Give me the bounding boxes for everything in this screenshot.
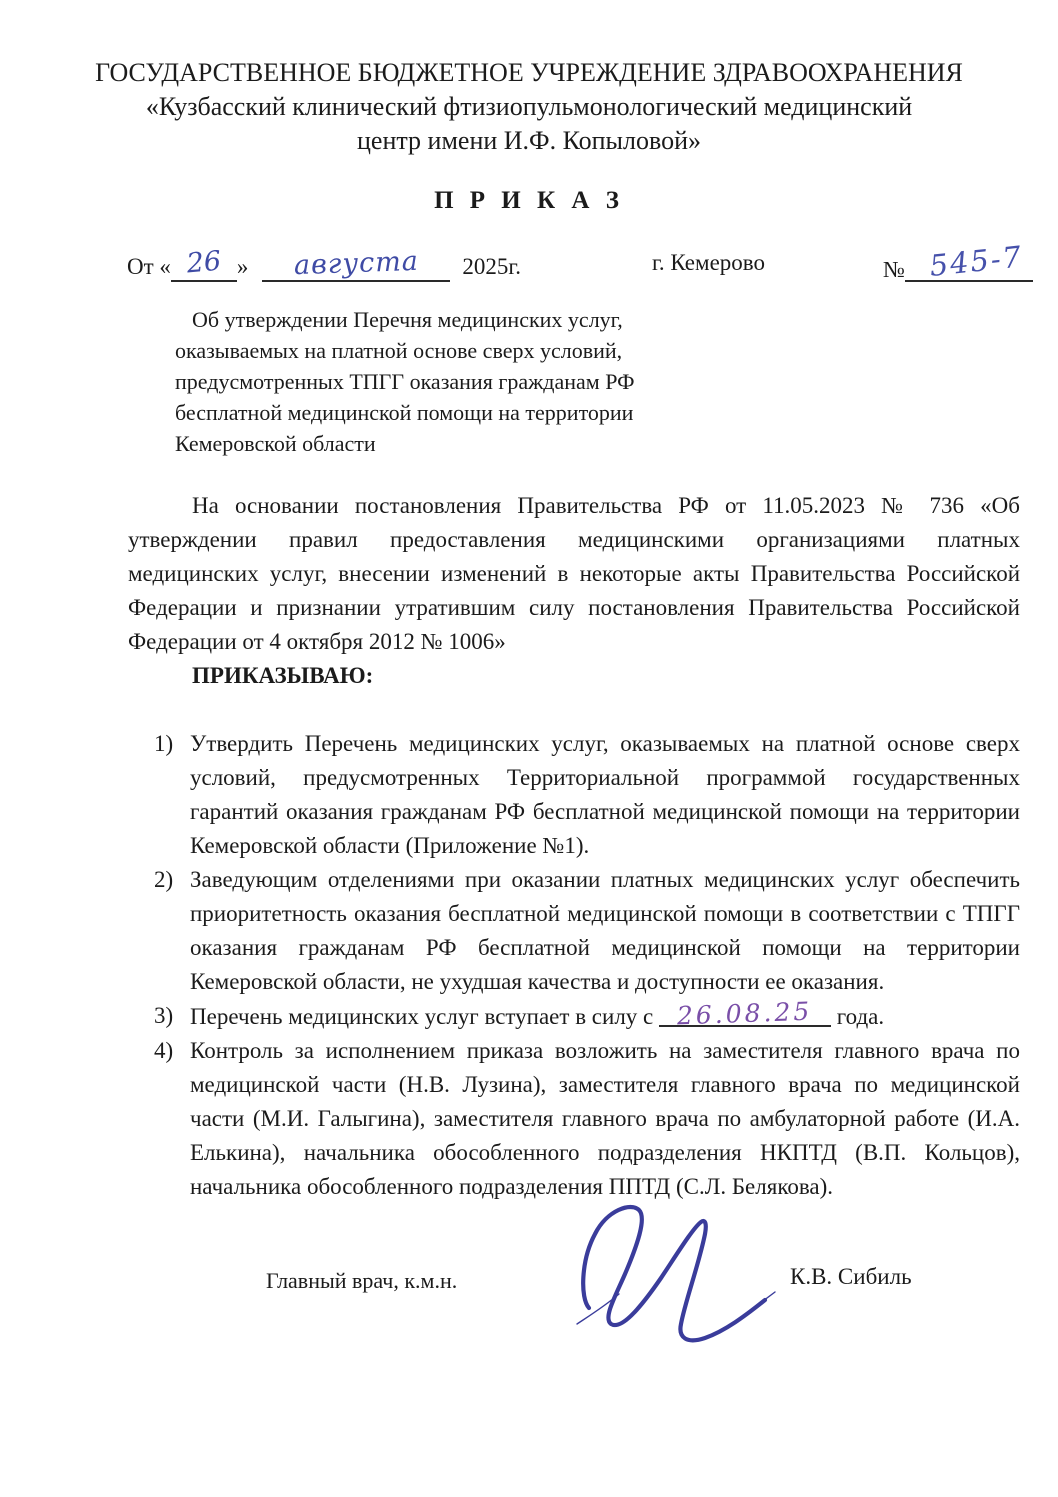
signature-block <box>0 1206 1058 1391</box>
signer-position-title: Главный врач, к.м.н. <box>266 1268 458 1293</box>
document-number <box>883 239 1033 283</box>
signer-name: К.В. Сибиль <box>790 1264 912 1289</box>
item-1-text: Утвердить Перечень медицинских услуг, оказываемых на платной основе сверх условий, предусмотренных Территориальной программой государственных гарантий оказания гражданам РФ бесплатной медицинской помощи на территории Кемеровской области (Приложение №1). <box>190 731 1020 858</box>
item-3-text-after: года. <box>836 1004 885 1029</box>
organization-name-line3: центр имени И.Ф. Копыловой» <box>356 126 702 155</box>
item-3-text-before: Перечень медицинских услуг вступает в силу с <box>190 1004 654 1029</box>
effective-date-blank-underline <box>659 996 831 1031</box>
day-blank-underline <box>171 245 237 282</box>
handwritten-effective-date: 26.08.25 <box>676 996 814 1031</box>
handwritten-number: 545-7 <box>928 239 1025 283</box>
number-blank-underline <box>905 239 1033 283</box>
list-item-3 <box>128 996 1020 1034</box>
date-closing-quote: » <box>236 254 249 279</box>
document-title: П Р И К А З <box>434 187 624 214</box>
subject-paragraph: Об утверждении Перечня медицинских услуг, оказываемых на платной основе сверх условий, предусмотренных ТПГГ оказания гражданам РФ бесплатной медицинской помощи на территории Кемеровской области <box>175 307 635 456</box>
organization-name-line1: ГОСУДАРСТВЕННОЕ БЮДЖЕТНОЕ УЧРЕЖДЕНИЕ ЗДРАВООХРАНЕНИЯ <box>95 58 963 87</box>
date-line <box>127 245 522 282</box>
list-item-2 <box>128 863 1020 999</box>
list-item-1 <box>128 727 1020 863</box>
organization-header <box>0 56 1058 158</box>
city-label: г. Кемерово <box>652 250 765 275</box>
number-sign: № <box>883 257 905 282</box>
ordered-items-list <box>128 727 1020 1204</box>
date-number-row <box>0 238 1058 290</box>
item-2-number: 2) <box>154 867 174 892</box>
date-prefix: От « <box>127 254 171 279</box>
body-paragraph: На основании постановления Правительства РФ от 11.05.2023 № 736 «Об утверждении правил предоставления медицинскими организациями платных медицинских услуг, внесении изменений в некоторые акты Правительства Российской Федерации и признании утратившим силу постановления Правительства Российской Федерации от 4 октября 2012 № 1006» <box>128 493 1020 654</box>
handwritten-day: 26 <box>185 245 223 280</box>
decree-word: ПРИКАЗЫВАЮ: <box>192 663 374 688</box>
list-item-4 <box>128 1034 1020 1204</box>
item-3-number: 3) <box>154 1003 174 1028</box>
item-4-number: 4) <box>154 1038 174 1063</box>
month-blank-underline <box>262 245 450 282</box>
organization-name-line2: «Кузбасский клинический фтизиопульмонологический медицинский <box>145 92 913 121</box>
item-2-text: Заведующим отделениями при оказании платных медицинских услуг обеспечить приоритетность оказания бесплатной медицинской помощи в соответствии с ТПГГ оказания гражданам РФ бесплатной медицинской помощи на территории Кемеровской области, не ухудшая качества и доступности ее оказания. <box>190 867 1020 994</box>
date-year: 2025г. <box>462 254 522 279</box>
handwritten-month: августа <box>293 245 420 282</box>
item-4-text: Контроль за исполнением приказа возложить на заместителя главного врача по медицинской части (Н.В. Лузина), заместителя главного врача по медицинской части (М.И. Галыгина), заместителя главного врача по амбулаторной работе (И.А. Елькина), начальника обособленного подразделения НКПТД (В.П. Кольцов), начальника обособленного подразделения ППТД (С.Л. Белякова). <box>190 1038 1020 1199</box>
item-1-number: 1) <box>154 731 174 756</box>
handwritten-signature-icon <box>573 1198 779 1358</box>
